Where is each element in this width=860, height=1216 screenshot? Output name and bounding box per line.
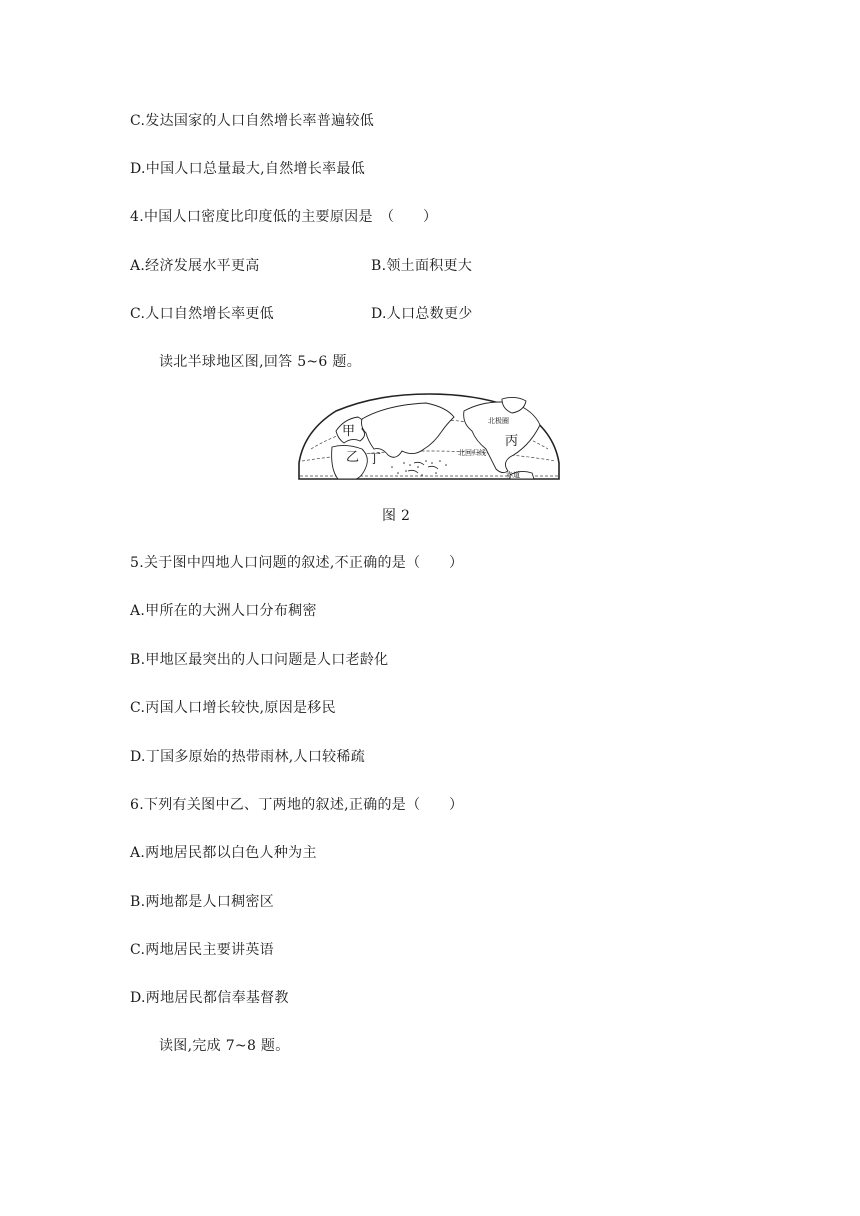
q5-stem: 5.关于图中四地人口问题的叙述,不正确的是（ ） [130, 555, 464, 571]
q4-option-a: A.经济发展水平更高 [130, 258, 260, 274]
q4-option-b: B.领土面积更大 [371, 258, 473, 274]
q5-option-b: B.甲地区最突出的人口问题是人口老龄化 [130, 652, 389, 668]
q6-option-d: D.两地居民都信奉基督教 [130, 990, 289, 1006]
q5-option-c: C.丙国人口增长较快,原因是移民 [130, 700, 336, 716]
intro-7-8: 读图,完成 7~8 题。 [159, 1038, 290, 1054]
label-equator: 赤道 [506, 471, 520, 479]
q3-option-c: C.发达国家的人口自然增长率普遍较低 [130, 113, 375, 129]
label-jia: 甲 [342, 424, 356, 439]
q3-option-d: D.中国人口总量最大,自然增长率最低 [130, 161, 366, 177]
q4-option-d: D.人口总数更少 [371, 306, 473, 322]
label-yi: 乙 [346, 450, 360, 465]
label-tropic: 北回归线 [458, 449, 486, 457]
label-arctic-circle: 北极圈 [488, 417, 509, 425]
q6-option-b: B.两地都是人口稠密区 [130, 894, 275, 910]
q5-option-a: A.甲所在的大洲人口分布稠密 [130, 603, 317, 619]
intro-5-6: 读北半球地区图,回答 5~6 题。 [159, 354, 361, 370]
label-ding: 丁 [368, 452, 382, 467]
northern-hemisphere-map [296, 391, 562, 481]
q4-stem: 4.中国人口密度比印度低的主要原因是 （ ） [130, 209, 438, 225]
q5-option-d: D.丁国多原始的热带雨林,人口较稀疏 [130, 749, 366, 765]
label-bing: 丙 [505, 434, 519, 449]
q4-option-c: C.人口自然增长率更低 [130, 306, 274, 322]
q6-stem: 6.下列有关图中乙、丁两地的叙述,正确的是（ ） [130, 797, 464, 813]
q6-option-a: A.两地居民都以白色人种为主 [130, 845, 317, 861]
q6-option-c: C.两地居民主要讲英语 [130, 942, 274, 958]
figure-caption: 图 2 [382, 508, 411, 524]
